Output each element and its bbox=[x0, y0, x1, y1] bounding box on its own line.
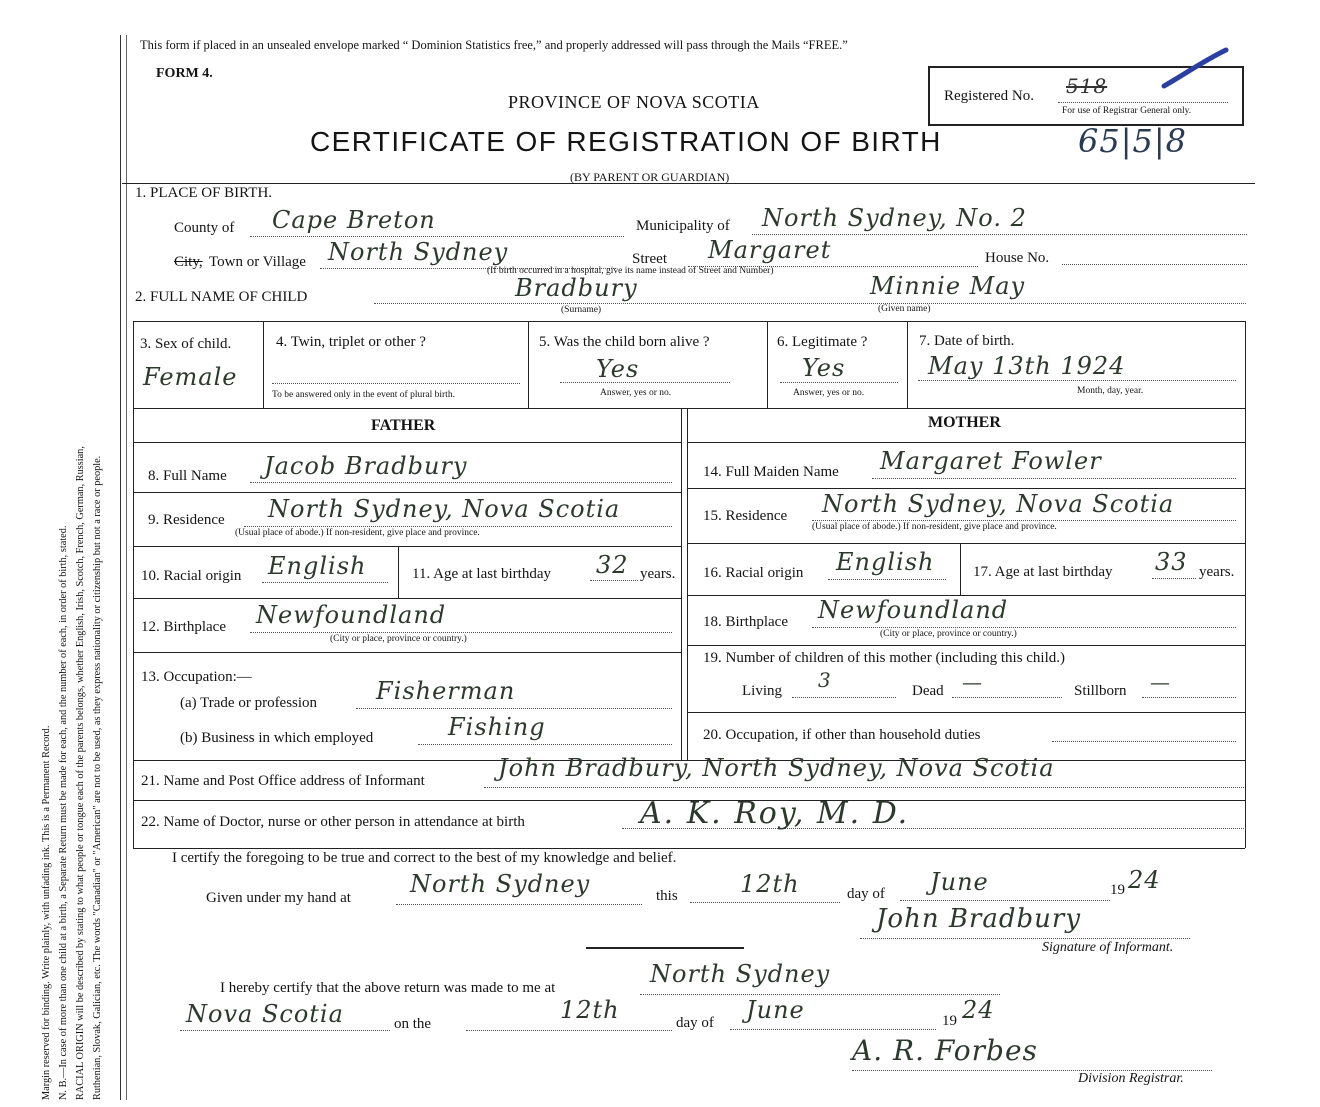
child-given-name: Minnie May bbox=[870, 272, 1026, 300]
city-label: City, bbox=[174, 254, 203, 270]
municipality-label: Municipality of bbox=[636, 218, 730, 234]
father-age-label: 11. Age at last birthday bbox=[412, 566, 551, 582]
row3-div4 bbox=[907, 321, 908, 408]
registrar-day-line bbox=[466, 1030, 672, 1031]
house-label: House No. bbox=[985, 250, 1050, 266]
dead-value: — bbox=[962, 670, 983, 694]
mother-race: English bbox=[836, 548, 935, 576]
mother-race-label: 16. Racial origin bbox=[703, 565, 804, 581]
informant-label: 21. Name and Post Office address of Informant bbox=[141, 773, 425, 789]
mother-res-line bbox=[812, 520, 1236, 521]
stillborn-value: — bbox=[1150, 670, 1171, 694]
child-name-label: 2. FULL NAME OF CHILD bbox=[135, 289, 308, 305]
sex-label: 3. Sex of child. bbox=[140, 336, 232, 352]
dead-line bbox=[952, 697, 1062, 698]
margin-line-4: Ruthenian, Slovak, Galician, etc. The words "Canadian" or "American" are not to be used, as they express nationality or citizenship but not a race or people. bbox=[92, 455, 103, 1100]
doctor-value: A. K. Roy, M. D. bbox=[640, 796, 910, 831]
mother-name-label: 14. Full Maiden Name bbox=[703, 464, 839, 480]
on-label: on the bbox=[394, 1016, 432, 1032]
trade-value: Fisherman bbox=[376, 677, 516, 705]
trade-label: (a) Trade or profession bbox=[180, 695, 318, 711]
row3-div1 bbox=[263, 321, 264, 408]
margin-line-2: N. B.—In case of more than one child at a birth, a Separate Return must be made for each, and the number of each, in order of birth, stated. bbox=[58, 525, 69, 1100]
registered-line bbox=[1058, 102, 1228, 103]
father-race-label: 10. Racial origin bbox=[141, 568, 242, 584]
mother-birthplace-label: 18. Birthplace bbox=[703, 614, 788, 630]
given-day-label: day of bbox=[847, 886, 885, 902]
father-race-divider bbox=[398, 546, 399, 598]
trade-line bbox=[356, 708, 672, 709]
binding-rule bbox=[120, 35, 121, 1100]
row3-div2 bbox=[528, 321, 529, 408]
mother-heading: MOTHER bbox=[928, 414, 1001, 431]
given-month: June bbox=[930, 868, 989, 896]
dob-line bbox=[918, 380, 1236, 381]
registrar-month-line bbox=[730, 1029, 936, 1030]
registrar-year-prefix: 19 bbox=[942, 1013, 957, 1029]
mother-res: North Sydney, Nova Scotia bbox=[822, 490, 1175, 518]
father-heading: FATHER bbox=[371, 417, 436, 434]
this-label: this bbox=[656, 888, 678, 904]
registrar-place2: Nova Scotia bbox=[186, 1000, 344, 1028]
living-line bbox=[792, 697, 896, 698]
father-head-rule bbox=[133, 442, 681, 443]
father-race-line bbox=[262, 582, 388, 583]
registrar-signature: A. R. Forbes bbox=[852, 1034, 1038, 1067]
parents-divider-2 bbox=[687, 408, 688, 760]
certificate-subtitle: (BY PARENT OR GUARDIAN) bbox=[570, 170, 730, 184]
father-res-label: 9. Residence bbox=[148, 512, 225, 528]
stillborn-line bbox=[1142, 697, 1236, 698]
informant-value: John Bradbury, North Sydney, Nova Scotia bbox=[498, 754, 1055, 782]
business-line bbox=[418, 744, 672, 745]
given-place-line bbox=[396, 904, 642, 905]
row3-top-rule bbox=[133, 321, 1245, 322]
mother-rule-5 bbox=[687, 712, 1245, 713]
business-value: Fishing bbox=[448, 713, 546, 741]
twin-label: 4. Twin, triplet or other ? bbox=[276, 334, 426, 350]
given-label: Given under my hand at bbox=[206, 890, 351, 906]
county-value: Cape Breton bbox=[272, 206, 436, 234]
informant-line bbox=[484, 787, 1246, 788]
registrar-place1: North Sydney bbox=[650, 960, 831, 988]
alive-label: 5. Was the child born alive ? bbox=[539, 334, 710, 350]
parents-divider bbox=[681, 408, 682, 760]
mother-rule-2 bbox=[687, 543, 1245, 544]
given-place: North Sydney bbox=[410, 870, 591, 898]
registrar-statement: I hereby certify that the above return was made to me at bbox=[220, 980, 556, 996]
father-birthplace: Newfoundland bbox=[256, 601, 447, 629]
twin-line bbox=[272, 383, 520, 384]
registered-label: Registered No. bbox=[944, 88, 1034, 104]
surname-caption: (Surname) bbox=[561, 305, 602, 315]
mother-occupation-line bbox=[1052, 741, 1236, 742]
father-years: years. bbox=[640, 566, 676, 582]
occupation-label: 13. Occupation:— bbox=[141, 669, 252, 685]
father-race: English bbox=[268, 552, 367, 580]
mother-rule-4 bbox=[687, 645, 1245, 646]
father-age: 32 bbox=[596, 551, 629, 579]
given-year: 24 bbox=[1128, 866, 1161, 894]
county-line bbox=[250, 236, 624, 237]
bottom-left bbox=[133, 760, 134, 848]
legit-label: 6. Legitimate ? bbox=[777, 334, 868, 350]
business-label: (b) Business in which employed bbox=[180, 730, 374, 746]
mother-name: Margaret Fowler bbox=[880, 447, 1102, 475]
child-name-line bbox=[374, 303, 1246, 304]
margin-line-1: Margin reserved for binding. Write plainly, with unfading ink. This is a Permanent Record. bbox=[41, 725, 52, 1100]
father-res-line bbox=[244, 526, 672, 527]
given-day-line bbox=[690, 902, 840, 903]
father-name: Jacob Bradbury bbox=[264, 452, 468, 480]
registrar-day: 12th bbox=[560, 996, 620, 1024]
father-name-line bbox=[250, 482, 672, 483]
legit-line bbox=[780, 382, 898, 383]
father-res: North Sydney, Nova Scotia bbox=[268, 495, 621, 523]
street-label: Street bbox=[632, 251, 667, 267]
municipality-value: North Sydney, No. 2 bbox=[762, 204, 1027, 232]
dob-label: 7. Date of birth. bbox=[919, 333, 1015, 349]
binding-rule-inner bbox=[126, 35, 127, 1100]
father-birthplace-label: 12. Birthplace bbox=[141, 619, 226, 635]
given-caption: (Given name) bbox=[878, 304, 931, 314]
header-rule bbox=[122, 183, 1255, 184]
place-heading: 1. PLACE OF BIRTH. bbox=[135, 185, 273, 201]
town-label: Town or Village bbox=[209, 254, 306, 270]
registered-value: 518 bbox=[1066, 74, 1108, 98]
signature-line bbox=[860, 938, 1190, 939]
row3-bottom-rule bbox=[133, 408, 1245, 409]
registrar-place2-line bbox=[180, 1030, 390, 1031]
mother-head-rule bbox=[687, 442, 1245, 443]
handwritten-number: 65|5|8 bbox=[1078, 122, 1187, 160]
mother-name-line bbox=[872, 478, 1236, 479]
father-birthplace-line bbox=[250, 632, 672, 633]
margin-notes bbox=[38, 446, 106, 1100]
parents-left bbox=[133, 408, 134, 760]
county-label: County of bbox=[174, 220, 235, 236]
alive-note: Answer, yes or no. bbox=[600, 388, 672, 398]
form-number: FORM 4. bbox=[156, 66, 213, 81]
given-year-prefix: 19 bbox=[1110, 882, 1125, 898]
registrar-year: 24 bbox=[962, 996, 995, 1024]
pen-mark bbox=[1160, 46, 1230, 91]
row3-left bbox=[133, 321, 134, 408]
given-day: 12th bbox=[740, 870, 800, 898]
father-name-label: 8. Full Name bbox=[148, 468, 227, 484]
registrar-use-note: For use of Registrar General only. bbox=[1062, 106, 1192, 116]
mother-res-note: (Usual place of abode.) If non-resident, give place and province. bbox=[812, 522, 1057, 532]
mother-race-line bbox=[828, 579, 946, 580]
dob-note: Month, day, year. bbox=[1077, 386, 1144, 396]
province-heading: PROVINCE OF NOVA SCOTIA bbox=[508, 92, 760, 112]
father-rule-3 bbox=[133, 598, 681, 599]
living-label: Living bbox=[742, 683, 782, 699]
mother-birthplace-note: (City or place, province or country.) bbox=[880, 629, 1017, 639]
alive-line bbox=[560, 382, 730, 383]
doctor-rule bbox=[133, 848, 1245, 849]
municipality-line bbox=[752, 234, 1247, 235]
mother-age: 33 bbox=[1155, 548, 1188, 576]
stillborn-label: Stillborn bbox=[1074, 683, 1127, 699]
father-res-note: (Usual place of abode.) If non-resident, give place and province. bbox=[235, 528, 480, 538]
hospital-note: (If birth occurred in a hospital, give its name instead of Street and Number) bbox=[487, 266, 774, 276]
row3-div3 bbox=[767, 321, 768, 408]
informant-signature: John Bradbury bbox=[876, 904, 1082, 934]
mother-age-label: 17. Age at last birthday bbox=[973, 564, 1113, 580]
mother-birthplace-line bbox=[812, 627, 1236, 628]
certify-statement: I certify the foregoing to be true and correct to the best of my knowledge and belief. bbox=[172, 850, 677, 866]
registrar-day-label: day of bbox=[676, 1015, 714, 1031]
parents-right bbox=[1245, 408, 1246, 760]
bottom-right bbox=[1245, 760, 1246, 848]
father-birthplace-note: (City or place, province or country.) bbox=[330, 634, 467, 644]
father-rule-1 bbox=[133, 492, 681, 493]
children-label: 19. Number of children of this mother (including this child.) bbox=[703, 650, 1066, 666]
row3-right bbox=[1245, 321, 1246, 408]
mother-occupation-label: 20. Occupation, if other than household duties bbox=[703, 727, 981, 743]
dead-label: Dead bbox=[912, 683, 944, 699]
living-value: 3 bbox=[818, 668, 832, 692]
alive-value: Yes bbox=[596, 355, 640, 383]
legit-note: Answer, yes or no. bbox=[793, 388, 865, 398]
child-surname: Bradbury bbox=[515, 274, 638, 302]
doctor-label: 22. Name of Doctor, nurse or other person in attendance at birth bbox=[141, 814, 525, 830]
dob-value: May 13th 1924 bbox=[928, 352, 1126, 380]
signature-caption: Signature of Informant. bbox=[1042, 940, 1174, 955]
sex-value: Female bbox=[143, 363, 238, 391]
legit-value: Yes bbox=[802, 354, 846, 382]
street-value: Margaret bbox=[708, 236, 832, 264]
certificate-title: CERTIFICATE OF REGISTRATION OF BIRTH bbox=[310, 126, 942, 157]
registrar-month: June bbox=[746, 996, 805, 1024]
registrar-place-line bbox=[640, 994, 1000, 995]
mail-notice: This form if placed in an unsealed envelope marked “ Dominion Statistics free,” and properly addressed will pass through the Mails “FREE.” bbox=[140, 38, 848, 52]
father-rule-4 bbox=[133, 652, 681, 653]
town-value: North Sydney bbox=[328, 238, 509, 266]
mother-race-divider bbox=[960, 543, 961, 595]
father-rule-2 bbox=[133, 546, 681, 547]
twin-note: To be answered only in the event of plural birth. bbox=[272, 390, 455, 400]
given-month-line bbox=[900, 900, 1110, 901]
margin-line-3: RACIAL ORIGIN will be described by stating to what people or tongue each of the parents belongs, whether English, Irish, Scotch, French, German, Russian, bbox=[75, 446, 86, 1100]
mother-rule-1 bbox=[687, 488, 1245, 489]
mother-years: years. bbox=[1199, 564, 1235, 580]
mother-age-line bbox=[1152, 578, 1196, 579]
father-age-line bbox=[590, 580, 638, 581]
mother-birthplace: Newfoundland bbox=[818, 596, 1009, 624]
registrar-caption: Division Registrar. bbox=[1078, 1071, 1184, 1086]
mother-res-label: 15. Residence bbox=[703, 508, 788, 524]
separator-rule bbox=[586, 947, 744, 949]
house-line bbox=[1062, 264, 1247, 265]
